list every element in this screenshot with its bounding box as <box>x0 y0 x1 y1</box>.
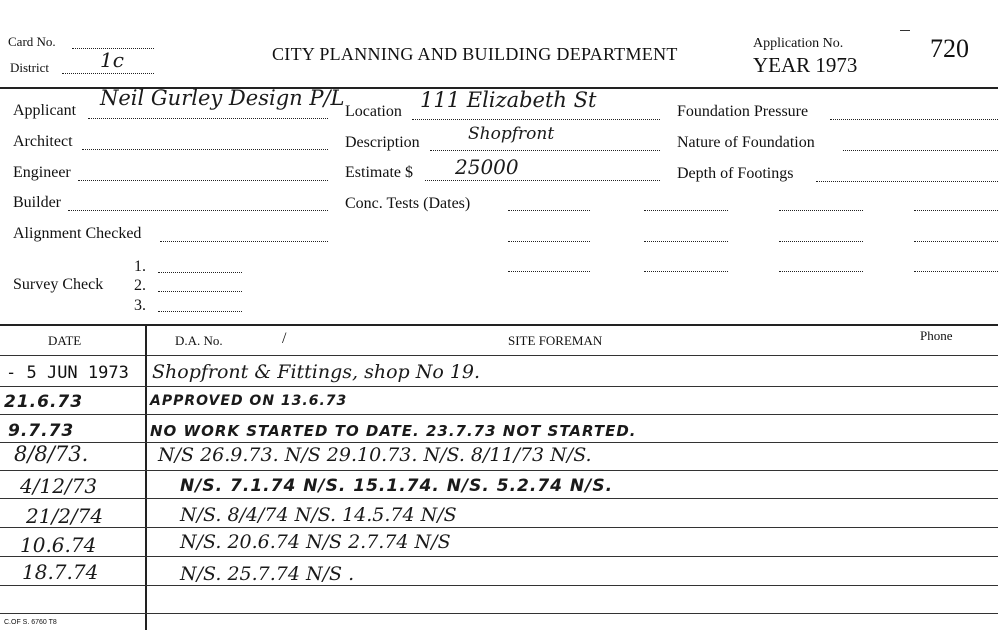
conc-test-line <box>644 210 728 211</box>
log-date: 21.6.73 <box>4 392 84 412</box>
conc-test-line <box>914 210 998 211</box>
conc-test-line <box>508 241 590 242</box>
log-text: Shopfront & Fittings, shop No 19. <box>152 361 481 383</box>
survey-line-3 <box>158 311 242 312</box>
log-date: 21/2/74 <box>26 504 104 528</box>
architect-line <box>82 149 328 150</box>
log-text: N/S. 25.7.74 N/S . <box>180 563 355 585</box>
log-header-date: DATE <box>48 333 82 348</box>
log-row-rule <box>0 414 998 415</box>
conc-test-line <box>779 210 863 211</box>
architect-label: Architect <box>13 133 73 150</box>
depth-of-footings-line <box>816 181 998 182</box>
location-value: 111 Elizabeth St <box>420 88 597 112</box>
log-date: 18.7.74 <box>22 560 99 584</box>
log-row-rule <box>0 386 998 387</box>
log-text: NO WORK STARTED TO DATE. 23.7.73 NOT STARTED. <box>150 422 637 440</box>
log-text: N/S. 8/4/74 N/S. 14.5.74 N/S <box>180 504 457 526</box>
conc-test-line <box>508 210 590 211</box>
applicant-value: Neil Gurley Design P/L <box>100 86 345 110</box>
nature-of-foundation-label: Nature of Foundation <box>677 134 815 151</box>
log-row-rule <box>0 498 998 499</box>
foundation-pressure-label: Foundation Pressure <box>677 103 809 120</box>
applicant-label: Applicant <box>13 102 77 119</box>
log-row-rule <box>0 556 998 557</box>
survey-num-3: 3. <box>134 297 146 314</box>
application-no-label: Application No. <box>753 36 844 51</box>
district-line <box>62 73 154 74</box>
conc-test-line <box>644 271 728 272</box>
alignment-label: Alignment Checked <box>13 225 142 242</box>
log-header-phone: Phone <box>920 328 953 343</box>
survey-line-1 <box>158 272 242 273</box>
depth-of-footings-label: Depth of Footings <box>677 165 794 182</box>
log-date: 4/12/73 <box>20 474 98 498</box>
log-text: N/S. 7.1.74 N/S. 15.1.74. N/S. 5.2.74 N/S. <box>180 476 614 496</box>
estimate-label: Estimate $ <box>345 164 413 181</box>
survey-label: Survey Check <box>13 276 104 293</box>
log-text: N/S 26.9.73. N/S 29.10.73. N/S. 8/11/73 N/S. <box>158 444 592 466</box>
engineer-label: Engineer <box>13 164 71 181</box>
description-value: Shopfront <box>468 124 555 144</box>
foundation-pressure-line <box>830 119 998 120</box>
description-line <box>430 150 660 151</box>
conc-test-line <box>914 241 998 242</box>
department-title: CITY PLANNING AND BUILDING DEPARTMENT <box>272 44 678 64</box>
estimate-value: 25000 <box>455 155 519 179</box>
conc-tests-label: Conc. Tests (Dates) <box>345 195 471 212</box>
conc-test-line <box>779 271 863 272</box>
log-text: APPROVED ON 13.6.73 <box>150 393 348 409</box>
log-row-rule <box>0 470 998 471</box>
log-date: 10.6.74 <box>20 533 97 557</box>
conc-test-line <box>914 271 998 272</box>
log-date: - 5 JUN 1973 <box>6 363 129 383</box>
log-row-rule <box>0 613 998 614</box>
location-line <box>412 119 660 120</box>
engineer-line <box>78 180 328 181</box>
log-top-rule <box>0 324 998 326</box>
builder-line <box>68 210 328 211</box>
survey-line-2 <box>158 291 242 292</box>
log-date: 8/8/73. <box>14 442 89 466</box>
description-label: Description <box>345 134 420 151</box>
corner-tick <box>900 30 910 31</box>
log-row-rule <box>0 585 998 586</box>
survey-num-1: 1. <box>134 258 146 275</box>
conc-test-line <box>779 241 863 242</box>
log-header-rule <box>0 355 998 356</box>
district-value: 1c <box>100 48 124 72</box>
log-row-rule <box>0 527 998 528</box>
conc-test-line <box>644 241 728 242</box>
applicant-line <box>88 118 328 119</box>
card-no-label: Card No. <box>8 34 56 49</box>
year-label: YEAR 1973 <box>753 53 858 77</box>
district-label: District <box>10 60 49 75</box>
estimate-line <box>425 180 660 181</box>
survey-num-2: 2. <box>134 277 146 294</box>
location-label: Location <box>345 103 402 120</box>
nature-of-foundation-line <box>843 150 998 151</box>
conc-test-line <box>508 271 590 272</box>
log-row-rule <box>0 442 998 443</box>
alignment-line <box>160 241 328 242</box>
log-header-da-no: D.A. No. <box>175 333 223 348</box>
log-header-slash: / <box>282 330 287 347</box>
footer-code: C.OF S. 6760 T8 <box>4 619 57 626</box>
log-header-site-foreman: SITE FOREMAN <box>508 333 603 348</box>
log-date: 9.7.73 <box>8 421 75 441</box>
log-text: N/S. 20.6.74 N/S 2.7.74 N/S <box>180 531 451 553</box>
application-number: 720 <box>930 34 969 63</box>
builder-label: Builder <box>13 194 61 211</box>
